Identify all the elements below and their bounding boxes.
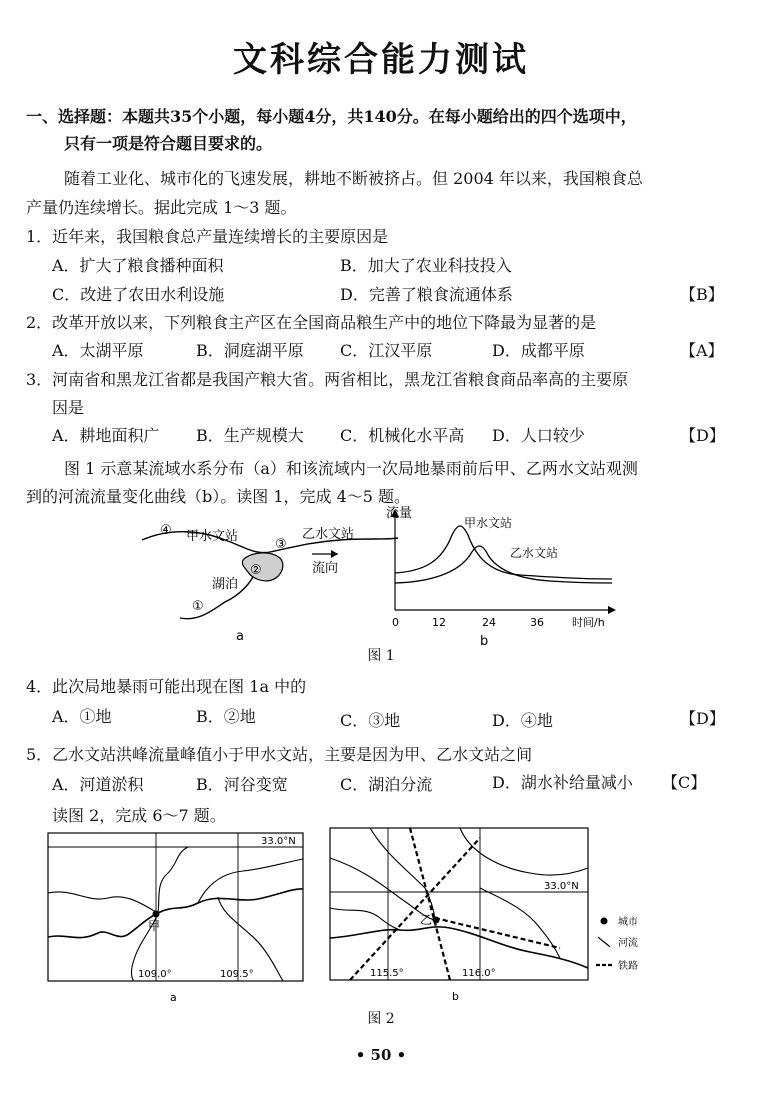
- fig1a-marker-3: ③: [275, 537, 287, 552]
- flow-arrowhead: [331, 550, 338, 558]
- q3-answer: 【D】: [680, 426, 725, 445]
- fig2b-city-label: 乙: [420, 913, 433, 927]
- fig1a-label-lake: 湖泊: [212, 577, 239, 592]
- q3-option-d: D．人口较少: [492, 426, 585, 445]
- fig1b-sublabel: b: [480, 634, 489, 649]
- fig2a-lon1: 109.0°: [138, 969, 172, 980]
- figure2b-map: [330, 828, 595, 1008]
- fig1a-marker-4: ④: [160, 523, 172, 538]
- map-frame: [48, 833, 303, 981]
- q5-option-b: B．河谷变宽: [196, 775, 288, 794]
- q5-answer: 【C】: [662, 773, 707, 792]
- q1-option-b: B．加大了农业科技投入: [340, 256, 512, 275]
- fig1b-xlabel: 时间/h: [572, 616, 605, 629]
- legend-river-label: 河流: [618, 938, 638, 949]
- figure2a-map: [48, 833, 310, 1005]
- q2-option-d: D．成都平原: [492, 341, 585, 360]
- q3-option-c: C．机械化水平高: [340, 426, 465, 445]
- q1-stem: 1．近年来，我国粮食总产量连续增长的主要原因是: [26, 227, 389, 246]
- series-jia-curve: [395, 526, 612, 579]
- q3-option-b: B．生产规模大: [196, 426, 304, 445]
- fig1a-label-flow: 流向: [312, 561, 339, 576]
- fig1b-ylabel: 流量: [386, 506, 413, 521]
- q4-stem: 4．此次局地暴雨可能出现在图 1a 中的: [26, 677, 307, 696]
- intro2-line1: 图 1 示意某流域水系分布（a）和该流域内一次局地暴雨前后甲、乙两水文站观测: [64, 459, 638, 478]
- fig2a-lat: 33.0°N: [261, 836, 296, 847]
- section-heading-line1: 一、选择题：本题共35个小题，每小题4分，共140分。在每小题给出的四个选项中，: [26, 107, 637, 126]
- figure2-legend: [596, 913, 706, 973]
- main-river: [142, 532, 398, 553]
- q3-option-a: A．耕地面积广: [52, 426, 160, 445]
- city-jia-marker: [153, 911, 160, 918]
- page-title: 文科综合能力测试: [233, 40, 529, 80]
- intro1-line1: 随着工业化、城市化的飞速发展，耕地不断被挤占。但 2004 年以来，我国粮食总: [64, 169, 643, 188]
- lake-shape: [242, 553, 282, 581]
- q5-stem: 5．乙水文站洪峰流量峰值小于甲水文站，主要是因为甲、乙水文站之间: [26, 745, 533, 764]
- q2-option-a: A．太湖平原: [52, 341, 144, 360]
- q4-option-d: D．④地: [492, 711, 553, 730]
- fig2a-lon2: 109.5°: [220, 969, 254, 980]
- q5-option-d: D．湖水补给量减小: [492, 773, 633, 792]
- intro1-line2: 产量仍连续增长。据此完成 1～3 题。: [26, 198, 297, 217]
- q4-option-b: B．②地: [196, 707, 256, 726]
- q2-option-b: B．洞庭湖平原: [196, 341, 304, 360]
- city-yi-marker: [433, 917, 440, 924]
- fig1a-marker-2: ②: [250, 563, 262, 578]
- figure1b-hydrograph: [380, 505, 620, 650]
- figure1a-river-map: [140, 510, 400, 645]
- q5-option-c: C．湖泊分流: [340, 775, 433, 794]
- q1-option-a: A．扩大了粮食播种面积: [52, 256, 224, 275]
- fig1b-tick-0: 0: [392, 616, 399, 629]
- intro3: 读图 2，完成 6～7 题。: [52, 806, 226, 825]
- fig1a-marker-1: ①: [192, 599, 204, 614]
- q4-answer: 【D】: [680, 709, 725, 728]
- fig1a-label-jia-station: 甲水文站: [186, 529, 239, 544]
- q2-answer: 【A】: [680, 341, 724, 360]
- q1-option-d: D．完善了粮食流通体系: [340, 285, 513, 304]
- page-number: • 50 •: [355, 1046, 407, 1064]
- q3-stem-line2: 因是: [52, 398, 85, 417]
- legend-city-icon: [601, 918, 608, 925]
- fig2b-lon2: 116.0°: [462, 968, 496, 979]
- legend-river-icon: [598, 937, 610, 947]
- legend-city-label: 城市: [618, 917, 638, 928]
- map-frame: [330, 828, 588, 980]
- section-heading-line2: 只有一项是符合题目要求的。: [64, 134, 273, 153]
- fig1b-tick-36: 36: [530, 616, 544, 629]
- fig2b-lat: 33.0°N: [544, 881, 579, 892]
- figure1-caption: 图 1: [367, 648, 395, 664]
- q1-answer: 【B】: [680, 285, 724, 304]
- q4-option-c: C．③地: [340, 711, 401, 730]
- fig2b-lon1: 115.5°: [370, 968, 404, 979]
- q5-option-a: A．河道淤积: [52, 775, 144, 794]
- fig2a-city-label: 甲: [148, 919, 161, 933]
- x-axis-arrow: [608, 606, 616, 614]
- figure2-caption: 图 2: [367, 1011, 395, 1027]
- q2-option-c: C．江汉平原: [340, 341, 433, 360]
- fig2a-sublabel: a: [170, 991, 177, 1004]
- intro2-line2: 到的河流流量变化曲线（b）。读图 1，完成 4～5 题。: [26, 487, 411, 506]
- fig1a-label-yi-station: 乙水文站: [302, 527, 355, 542]
- fig2b-sublabel: b: [452, 990, 459, 1003]
- fig1b-legend-yi: 乙水文站: [510, 546, 559, 560]
- q3-stem-line1: 3．河南省和黑龙江省都是我国产粮大省。两省相比，黑龙江省粮食商品率高的主要原: [26, 370, 629, 389]
- q2-stem: 2．改革开放以来，下列粮食主产区在全国商品粮生产中的地位下降最为显著的是: [26, 313, 597, 332]
- legend-rail-label: 铁路: [618, 961, 638, 972]
- q4-option-a: A．①地: [52, 707, 112, 726]
- fig1a-sublabel: a: [236, 629, 244, 644]
- fig1b-tick-12: 12: [432, 616, 446, 629]
- fig1b-tick-24: 24: [482, 616, 496, 629]
- q1-option-c: C．改进了农田水利设施: [52, 285, 225, 304]
- fig1b-legend-jia: 甲水文站: [464, 516, 513, 530]
